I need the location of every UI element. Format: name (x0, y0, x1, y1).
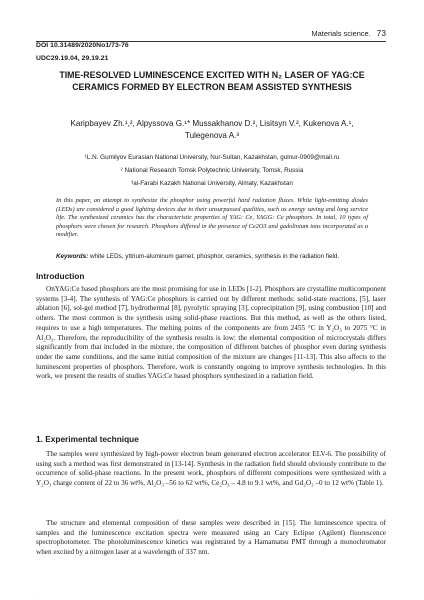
experimental-paragraph-1: The samples were synthesized by high-power electron beam generated electron accelerator ELV-6. The possibility of using such a method was first demonstrated in [13-14]. Synthesis in the radiation field should obviously contribute to the occurrence of solid-phase reactions. In the present work, phosphors of different compositions were synthesized with a Y₂O₃ charge content of 22 to 36 wt%, Al₂O₃ –56 to 62 wt%, Ce₂O₃ – 4.8 to 9.1 wt%, and Gd₂O₃ –0 to 12 wt% (Table 1). (36, 450, 386, 488)
running-header (36, 28, 386, 42)
intro-paragraph: OnYAG:Ce based phosphors are the most promising for use in LEDs [1-2]. Phosphors are crystalline multicomponent systems [3-4]. The synthesis of YAG:Ce phosphors is carried out by different methods: solid-state reactions, [5], laser ablation [6], sol-gel method [7], hydrothermal [8], pyrolytic spraying [3], coprecipitation [9], using combustion [10] and others. The most common is the synthesis using solid-phase reactions. But this method, as well as the others listed, requires to use a high temperatures. The melting points of the components are from 2455 °C in Y₂O₃ to 2075 °C in Al₂O₃. Therefore, the reproducibility of the synthesis results is low: the elemental composition of microcrystals differs significantly from that included in the mixture, the composition of different batches of phosphor even during synthesis under the same conditions, and the same initial composition of the mixture are changes [11-13]. This also affects to the luminescent properties of phosphors. Therefore, work is constantly ongoing to improve synthesis technologies. In this work, we present the results of studies YAG:Ce based phosphors synthesized in a radiation field. (36, 285, 386, 381)
paper-title: TIME-RESOLVED LUMINESCENCE EXCITED WITH N₂ LASER OF YAG:CE CERAMICS FORMED BY ELECTRON BEAM ASSISTED SYNTHESIS (59, 70, 365, 92)
page-marker: · (36, 590, 38, 596)
doi-line: DOI 10.31489/2020No1/73-76 (36, 42, 129, 49)
intro-heading: Introduction (36, 271, 85, 281)
keywords-text: white LEDs, yttrium-aluminum garnet, phosphor, ceramics, synthesis in the radiation field. (89, 253, 340, 260)
journal-name: Materials science. (311, 29, 371, 38)
experimental-paragraph-2: The structure and elemental composition of these samples were described in [15]. The luminescence spectra of samples and the luminescence excitation spectra were measured using an Cary Eclipse (Agilent) fluorescence spectrophotometer. The photoluminescence kinetics was registrated by a Hamamatsu PMT through a monochromator when excited by a nitrogen laser at a wavelength of 337 nm. (36, 519, 386, 557)
page-number: 73 (376, 28, 386, 38)
experimental-heading: 1. Experimental technique (36, 434, 139, 444)
affiliation-1: ¹L.N. Gumilyov Eurasian National University, Nur-Sultan, Kazakhstan, gulnur-0909@mail.ru (84, 154, 340, 161)
author-list: Karipbayev Zh.¹,², Alpyssova G.¹* Mussakhanov D.², Lisitsyn V.², Kukenova A.¹, Tulegenova A.³ (70, 119, 354, 140)
affiliation-3: ³al-Farabi Kazakh National University, Almaty, Kazakhstan (131, 180, 293, 187)
keywords-label: Keywords: (56, 253, 89, 260)
keywords (56, 253, 368, 260)
abstract: In this paper, an attempt to synthesize the phosphor using powerful hard radiation fluxes. White light-emitting diodes (LEDs) are considered a good lighting devices due to their unsurpassed qualities, such as energy saving and long service life. The synthesized ceramics has the characteristic properties of YAG: Ce, YAGG: Ce phosphors. In total, 10 types of phosphors were chosen for research. Phosphors differed in the presence of Ce2O3 and gadolinium ions incorporated as a modifier. (56, 197, 368, 239)
affiliation-2: ² National Research Tomsk Polytechnic University, Tomsk, Russia (120, 167, 304, 174)
udc-line: UDC29.19.04, 29.19.21 (36, 55, 109, 62)
